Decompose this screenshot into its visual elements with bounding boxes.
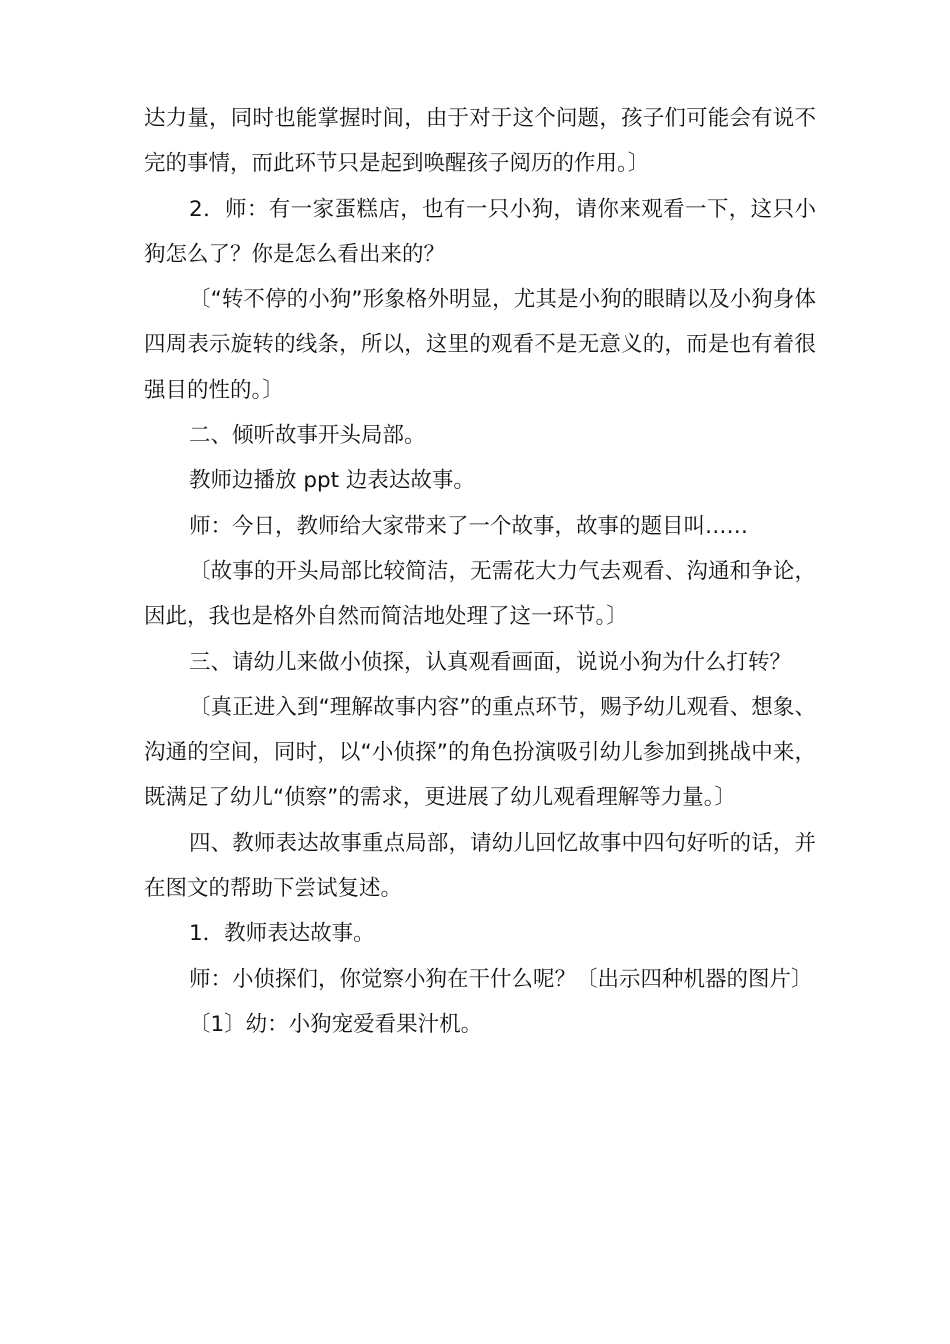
paragraph-5: 教师边播放 ppt 边表达故事。	[189, 468, 475, 494]
paragraph-11: 1．教师表达故事。	[189, 921, 375, 947]
section-heading-3: 三、请幼儿来做小侦探，认真观看画面，说说小狗为什么打转？	[189, 649, 792, 675]
paragraph-13: 〔1〕幼：小狗宠爱看果汁机。	[189, 1011, 483, 1037]
document-body	[144, 96, 816, 1047]
paragraph-7: 〔故事的开头局部比较简洁，无需花大力气去观看、沟通和争论，因此，我也是格外自然而简洁地处理了这一环节。〕	[144, 558, 816, 630]
paragraph-2: 2．师：有一家蛋糕店，也有一只小狗，请你来观看一下，这只小狗怎么了？你是怎么看出来的？	[144, 196, 816, 267]
paragraph-6: 师：今日，教师给大家带来了一个故事，故事的题目叫……	[189, 513, 749, 539]
section-heading-2: 二、倾听故事开头局部。	[189, 423, 426, 449]
paragraph-1: 达力量，同时也能掌握时间，由于对于这个问题，孩子们可能会有说不完的事情，而此环节只是起到唤醒孩子阅历的作用。〕	[144, 106, 816, 177]
paragraph-12: 师：小侦探们，你觉察小狗在干什么呢？〔出示四种机器的图片〕	[189, 966, 813, 992]
section-heading-4: 四、教师表达故事重点局部，请幼儿回忆故事中四句好听的话，并在图文的帮助下尝试复述。	[144, 830, 816, 902]
paragraph-3: 〔“转不停的小狗”形象格外明显，尤其是小狗的眼睛以及小狗身体四周表示旋转的线条，所以，这里的观看不是无意义的，而是也有着很强目的性的。〕	[144, 287, 816, 403]
paragraph-9: 〔真正进入到“理解故事内容”的重点环节，赐予幼儿观看、想象、沟通的空间，同时，以“小侦探”的角色扮演吸引幼儿参加到挑战中来，既满足了幼儿“侦察”的需求，更进展了幼儿观看理解等力量。〕	[144, 694, 816, 811]
